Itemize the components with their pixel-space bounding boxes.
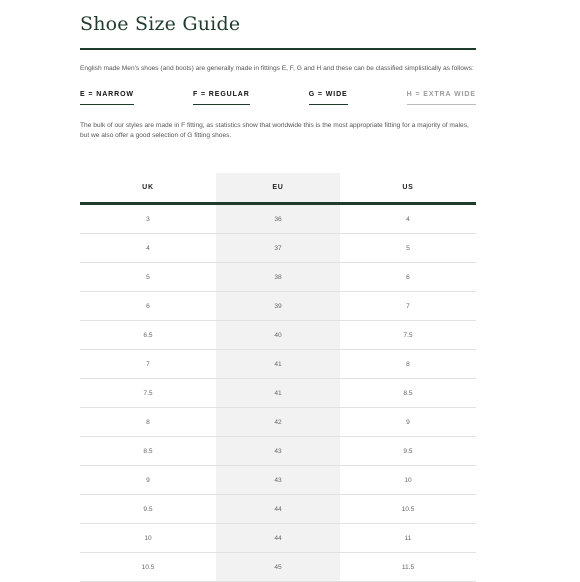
size-table-header — [80, 173, 476, 205]
us-cell: 11 — [404, 534, 412, 542]
title-divider — [80, 48, 476, 50]
eu-cell: 36 — [216, 205, 340, 233]
header-uk: UK — [142, 184, 154, 191]
us-cell: 4 — [406, 215, 410, 223]
fitting-legend — [80, 91, 476, 105]
eu-cell: 44 — [216, 524, 340, 552]
uk-cell: 6.5 — [143, 331, 153, 339]
us-cell: 5 — [406, 244, 410, 252]
table-row — [80, 205, 476, 234]
fitting-regular: F = REGULAR — [193, 91, 250, 105]
us-cell: 8 — [406, 360, 410, 368]
uk-cell: 10.5 — [141, 563, 155, 571]
table-row — [80, 495, 476, 524]
header-us: US — [402, 184, 414, 191]
us-cell: 9 — [406, 418, 410, 426]
fitting-extra-wide: H = EXTRA WIDE — [407, 91, 476, 105]
table-row — [80, 234, 476, 263]
uk-cell: 7.5 — [143, 389, 153, 397]
table-row — [80, 437, 476, 466]
us-cell: 11.5 — [401, 563, 415, 571]
us-cell: 8.5 — [403, 389, 413, 397]
us-cell: 9.5 — [403, 447, 413, 455]
uk-cell: 7 — [146, 360, 150, 368]
fitting-narrow: E = NARROW — [80, 91, 134, 105]
eu-cell: 39 — [216, 292, 340, 320]
page-title: Shoe Size Guide — [80, 13, 241, 35]
uk-cell: 3 — [146, 215, 150, 223]
us-cell: 7.5 — [403, 331, 413, 339]
uk-cell: 10 — [144, 534, 152, 542]
us-cell: 10 — [404, 476, 412, 484]
us-cell: 10.5 — [401, 505, 415, 513]
table-row — [80, 263, 476, 292]
uk-cell: 9.5 — [143, 505, 153, 513]
size-table — [80, 173, 476, 582]
eu-cell: 43 — [216, 466, 340, 494]
eu-cell: 42 — [216, 408, 340, 436]
uk-cell: 4 — [146, 244, 150, 252]
us-cell: 6 — [406, 273, 410, 281]
table-row — [80, 408, 476, 437]
header-eu: EU — [216, 173, 340, 202]
size-table-body — [80, 205, 476, 582]
eu-cell: 38 — [216, 263, 340, 291]
uk-cell: 9 — [146, 476, 150, 484]
eu-cell: 44 — [216, 495, 340, 523]
table-row — [80, 321, 476, 350]
size-guide-header — [80, 0, 476, 141]
table-row — [80, 292, 476, 321]
table-row — [80, 350, 476, 379]
eu-cell: 37 — [216, 234, 340, 262]
table-row — [80, 524, 476, 553]
eu-cell: 45 — [216, 553, 340, 581]
eu-cell: 41 — [216, 350, 340, 378]
uk-cell: 5 — [146, 273, 150, 281]
intro-text: English made Men's shoes (and boots) are generally made in fittings E, F, G and H and these can be classified simplistically as follows: — [80, 65, 474, 72]
table-row — [80, 466, 476, 495]
fitting-note: The bulk of our styles are made in F fitting, as statistics show that worldwide this is the most appropriate fitting for a majority of males, but we also offer a good selection of G fitting shoes. — [80, 122, 469, 139]
uk-cell: 8.5 — [143, 447, 153, 455]
eu-cell: 40 — [216, 321, 340, 349]
fitting-wide: G = WIDE — [309, 91, 348, 105]
table-row — [80, 553, 476, 582]
uk-cell: 6 — [146, 302, 150, 310]
eu-cell: 43 — [216, 437, 340, 465]
us-cell: 7 — [406, 302, 410, 310]
uk-cell: 8 — [146, 418, 150, 426]
eu-cell: 41 — [216, 379, 340, 407]
table-row — [80, 379, 476, 408]
